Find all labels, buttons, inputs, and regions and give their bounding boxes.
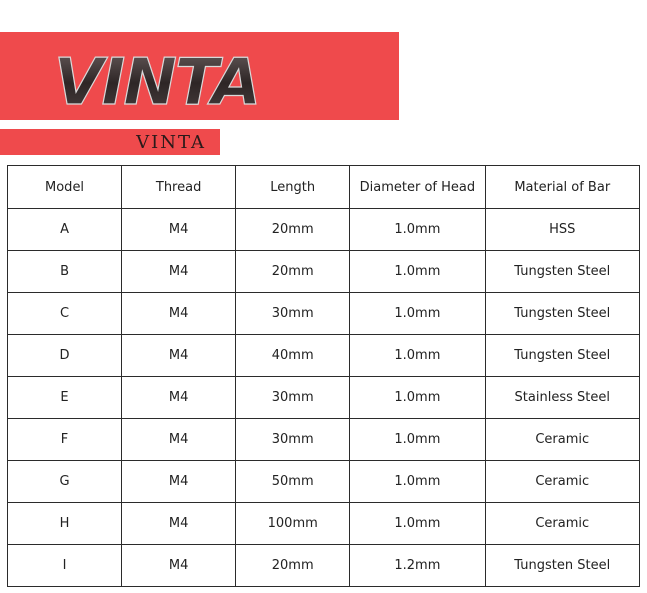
cell-head-diameter: 1.0mm — [350, 419, 485, 461]
table-row — [8, 293, 640, 335]
cell-length: 100mm — [236, 503, 350, 545]
cell-head-diameter: 1.0mm — [350, 251, 485, 293]
cell-thread: M4 — [122, 209, 236, 251]
cell-thread: M4 — [122, 293, 236, 335]
cell-bar-material: Tungsten Steel — [485, 335, 639, 377]
logo-text: VINTA — [54, 46, 260, 112]
cell-length: 20mm — [236, 209, 350, 251]
cell-thread: M4 — [122, 377, 236, 419]
cell-model: D — [8, 335, 122, 377]
table-row — [8, 251, 640, 293]
cell-thread: M4 — [122, 335, 236, 377]
cell-head-diameter: 1.0mm — [350, 293, 485, 335]
cell-length: 30mm — [236, 293, 350, 335]
header-thread: Thread — [122, 166, 236, 209]
cell-model: C — [8, 293, 122, 335]
cell-length: 50mm — [236, 461, 350, 503]
cell-bar-material: Ceramic — [485, 503, 639, 545]
cell-thread: M4 — [122, 251, 236, 293]
cell-length: 20mm — [236, 545, 350, 587]
cell-head-diameter: 1.0mm — [350, 209, 485, 251]
table-row — [8, 377, 640, 419]
cell-thread: M4 — [122, 503, 236, 545]
cell-length: 40mm — [236, 335, 350, 377]
cell-bar-material: Ceramic — [485, 419, 639, 461]
cell-length: 30mm — [236, 419, 350, 461]
cell-bar-material: Tungsten Steel — [485, 545, 639, 587]
cell-model: A — [8, 209, 122, 251]
table-row — [8, 503, 640, 545]
cell-length: 20mm — [236, 251, 350, 293]
cell-thread: M4 — [122, 461, 236, 503]
table-row — [8, 461, 640, 503]
cell-bar-material: Tungsten Steel — [485, 251, 639, 293]
brand-sub-label: VINTA — [136, 131, 206, 153]
cell-head-diameter: 1.0mm — [350, 335, 485, 377]
table-header-row — [8, 166, 640, 209]
header-model: Model — [8, 166, 122, 209]
brand-subbanner — [0, 129, 220, 155]
cell-head-diameter: 1.0mm — [350, 503, 485, 545]
table-row — [8, 209, 640, 251]
cell-model: I — [8, 545, 122, 587]
cell-head-diameter: 1.2mm — [350, 545, 485, 587]
cell-model: H — [8, 503, 122, 545]
brand-logo — [52, 42, 302, 112]
table-row — [8, 335, 640, 377]
spec-table — [7, 165, 640, 587]
cell-model: F — [8, 419, 122, 461]
cell-bar-material: Tungsten Steel — [485, 293, 639, 335]
cell-model: E — [8, 377, 122, 419]
header-head-diameter: Diameter of Head — [350, 166, 485, 209]
table-row — [8, 419, 640, 461]
header-length: Length — [236, 166, 350, 209]
cell-bar-material: Ceramic — [485, 461, 639, 503]
cell-model: B — [8, 251, 122, 293]
table-row — [8, 545, 640, 587]
cell-bar-material: Stainless Steel — [485, 377, 639, 419]
cell-length: 30mm — [236, 377, 350, 419]
cell-head-diameter: 1.0mm — [350, 377, 485, 419]
cell-model: G — [8, 461, 122, 503]
cell-thread: M4 — [122, 545, 236, 587]
cell-head-diameter: 1.0mm — [350, 461, 485, 503]
header-bar-material: Material of Bar — [485, 166, 639, 209]
cell-bar-material: HSS — [485, 209, 639, 251]
cell-thread: M4 — [122, 419, 236, 461]
